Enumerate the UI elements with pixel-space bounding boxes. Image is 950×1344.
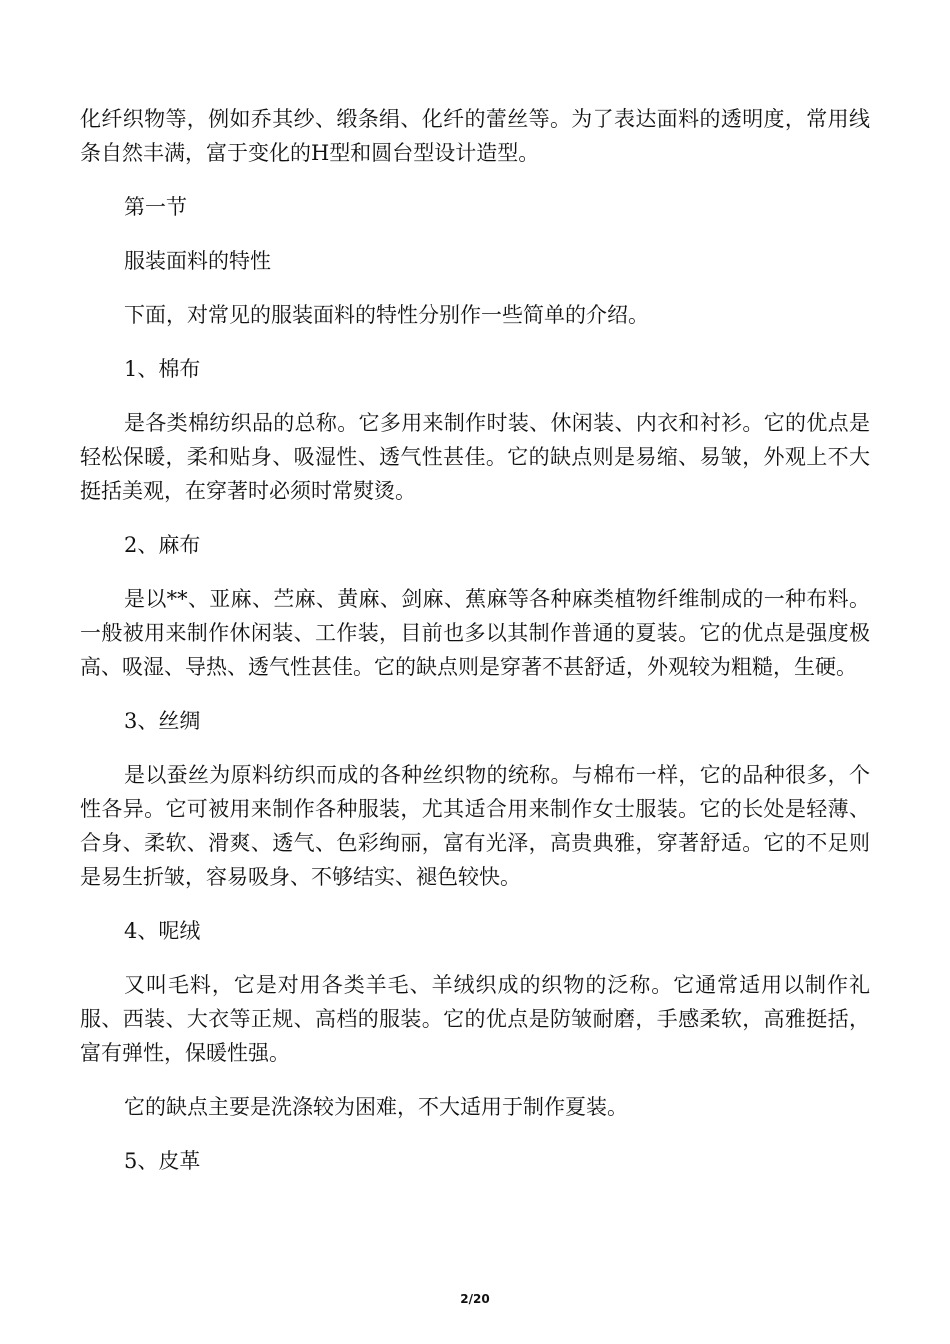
paragraph-silk: 是以蚕丝为原料纺织而成的各种丝织物的统称。与棉布一样，它的品种很多，个性各异。它可被用来制作各种服装，尤其适合用来制作女士服装。它的长处是轻薄、合身、柔软、滑爽、透气、色彩绚丽，富有光泽，高贵典雅，穿著舒适。它的不足则是易生折皱，容易吸身、不够结实、褪色较快。 (80, 763, 870, 889)
document-body (80, 102, 870, 1198)
heading-wool: 4、呢绒 (124, 919, 201, 943)
paragraph-continuation: 化纤织物等，例如乔其纱、缎条绢、化纤的蕾丝等。为了表达面料的透明度，常用线条自然丰满，富于变化的H型和圆台型设计造型。 (80, 107, 870, 165)
paragraph-wool-drawback: 它的缺点主要是洗涤较为困难，不大适用于制作夏装。 (124, 1095, 628, 1119)
paragraph-cotton: 是各类棉纺织品的总称。它多用来制作时装、休闲装、内衣和衬衫。它的优点是轻松保暖，柔和贴身、吸湿性、透气性甚佳。它的缺点则是易缩、易皱，外观上不大挺括美观，在穿著时必须时常熨烫。 (80, 411, 870, 503)
heading-leather: 5、皮革 (124, 1149, 201, 1173)
heading-cotton: 1、棉布 (124, 357, 201, 381)
heading-silk: 3、丝绸 (124, 709, 201, 733)
paragraph-linen: 是以**、亚麻、苎麻、黄麻、剑麻、蕉麻等各种麻类植物纤维制成的一种布料。一般被用来制作休闲装、工作装，目前也多以其制作普通的夏装。它的优点是强度极高、吸湿、导热、透气性甚佳。它的缺点则是穿著不甚舒适，外观较为粗糙，生硬。 (80, 587, 870, 679)
section-number: 第一节 (124, 195, 187, 219)
intro-paragraph: 下面，对常见的服装面料的特性分别作一些简单的介绍。 (124, 303, 649, 327)
paragraph-wool: 又叫毛料，它是对用各类羊毛、羊绒织成的织物的泛称。它通常适用以制作礼服、西装、大衣等正规、高档的服装。它的优点是防皱耐磨，手感柔软，高雅挺括，富有弹性，保暖性强。 (80, 973, 870, 1065)
section-title: 服装面料的特性 (124, 249, 271, 273)
heading-linen: 2、麻布 (124, 533, 201, 557)
page-number: 2/20 (460, 1292, 490, 1306)
